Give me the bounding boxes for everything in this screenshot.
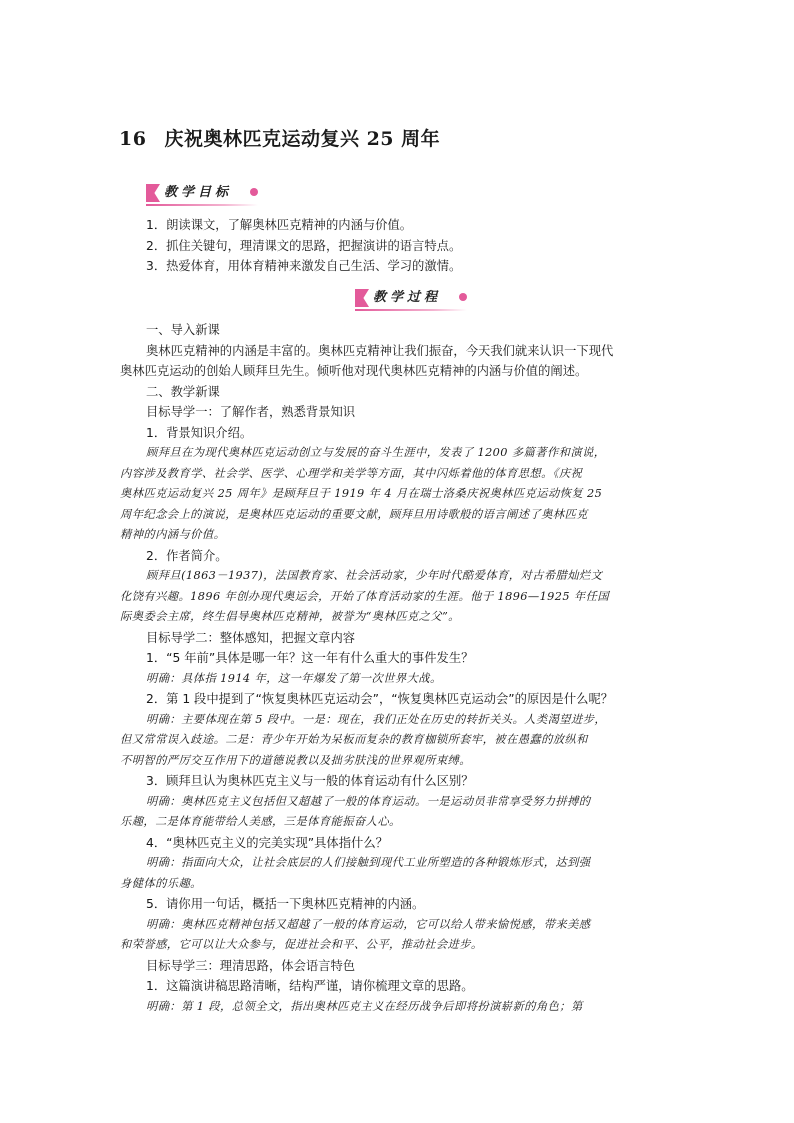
banner-dot-icon [459,293,467,301]
section-banner-goals [146,183,258,203]
lesson-body [120,320,675,1017]
answer-line: 明确：具体指 1914 年，这一年爆发了第一次世界大战。 [146,671,442,685]
goal-heading: 目标导学二：整体感知，把握文章内容 [146,630,356,645]
banner-goals-label: 教学目标 [164,185,233,200]
goals-list [120,215,675,277]
answer-line: 乐趣，二是体育能带给人美感，三是体育能振奋人心。 [120,815,401,828]
paragraph-line: 际奥委会主席，终生倡导奥林匹克精神，被誉为“奥林匹克之父”。 [120,610,460,623]
lesson-title [119,124,440,151]
answer-line: 明确：指面向大众，让社会底层的人们接触到现代工业所塑造的各种锻炼形式，达到强 [146,856,591,869]
answer-line: 身健体的乐趣。 [120,876,202,890]
paragraph-line: 奥林匹克运动的创始人顾拜旦先生。倾听他对现代奥林匹克精神的内涵与价值的阐述。 [120,364,588,378]
answer-line: 明确：主要体现在第 5 段中。一是：现在，我们正处在历史的转折关头。人类渴望进步， [146,712,607,726]
paragraph-line: 周年纪念会上的演说，是奥林匹克运动的重要文献，顾拜旦用诗歌般的语言阐述了奥林匹克 [120,507,588,521]
section-banner-process [355,288,467,308]
question-line: 5．请你用一句话，概括一下奥林匹克精神的内涵。 [146,897,425,911]
paragraph-line: 奥林匹克运动复兴 25 周年》是顾拜旦于 1919 年 4 月在瑞士洛桑庆祝奥林匹克运动恢复 25 [120,487,603,500]
lesson-title-text: 庆祝奥林匹克运动复兴 25 周年 [164,128,441,150]
banner-flag-icon [355,289,369,307]
question-line: 1．背景知识介绍。 [146,425,253,440]
answer-line: 明确：第 1 段，总领全文，指出奥林匹克主义在经历战争后即将扮演崭新的角色；第 [146,999,583,1013]
paragraph-line: 精神的内涵与价值。 [120,528,226,541]
goal-item: 1．朗读课文，了解奥林匹克精神的内涵与价值。 [146,218,413,232]
answer-line: 和荣誉感，它可以让大众参与，促进社会和平、公平，推动社会进步。 [120,938,483,951]
section-heading: 二、教学新课 [146,384,220,399]
goal-heading: 目标导学三：理清思路，体会语言特色 [146,958,356,973]
question-line: 1．“5 年前”具体是哪一年？这一年有什么重大的事件发生？ [146,651,474,665]
banner-underline [355,309,467,311]
answer-line: 明确：奥林匹克精神包括又超越了一般的体育运动，它可以给人带来愉悦感，带来美感 [146,917,591,931]
question-line: 2．第 1 段中提到了“恢复奥林匹克运动会”，“恢复奥林匹克运动会”的原因是什么呢？ [146,692,614,706]
banner-process-label: 教学过程 [373,290,442,305]
banner-flag-icon [146,184,160,202]
goal-item: 2．抓住关键句，理清课文的思路，把握演讲的语言特点。 [146,238,462,253]
question-line: 2．作者简介。 [146,548,228,563]
question-line: 3．顾拜旦认为奥林匹克主义与一般的体育运动有什么区别？ [146,774,474,788]
goal-heading: 目标导学一：了解作者，熟悉背景知识 [146,405,356,419]
question-line: 1．这篇演讲稿思路清晰，结构严谨，请你梳理文章的思路。 [146,979,474,993]
goal-item: 3．热爱体育，用体育精神来激发自己生活、学习的激情。 [146,259,462,273]
answer-line: 不明智的严厉交互作用下的道德说教以及拙劣肤浅的世界观所束缚。 [120,753,471,767]
paragraph-line: 化饶有兴趣。1896 年创办现代奥运会，开始了体育活动家的生涯。他于 1896—1925 年任国 [120,589,610,603]
paragraph-line: 奥林匹克精神的内涵是丰富的。奥林匹克精神让我们振奋，今天我们就来认识一下现代 [146,343,614,358]
lesson-number: 16 [119,128,147,150]
paragraph-line: 顾拜旦在为现代奥林匹克运动创立与发展的奋斗生涯中，发表了 1200 多篇著作和演说， [146,446,606,459]
paragraph-line: 顾拜旦(1863－1937)，法国教育家、社会活动家，少年时代酷爱体育，对古希腊灿烂文 [146,569,603,582]
section-heading: 一、导入新课 [146,323,220,337]
banner-dot-icon [250,188,258,196]
banner-underline [146,204,258,206]
answer-line: 明确：奥林匹克主义包括但又超越了一般的体育运动。一是运动员非常享受努力拼搏的 [146,794,591,808]
paragraph-line: 内容涉及教育学、社会学、医学、心理学和美学等方面，其中闪烁着他的体育思想。《庆祝 [120,466,583,480]
question-line: 4．“奥林匹克主义的完美实现”具体指什么？ [146,835,388,850]
answer-line: 但又常常误入歧途。二是：青少年开始为呆板而复杂的教育枷锁所套牢，被在愚蠢的放纵和 [120,733,588,746]
